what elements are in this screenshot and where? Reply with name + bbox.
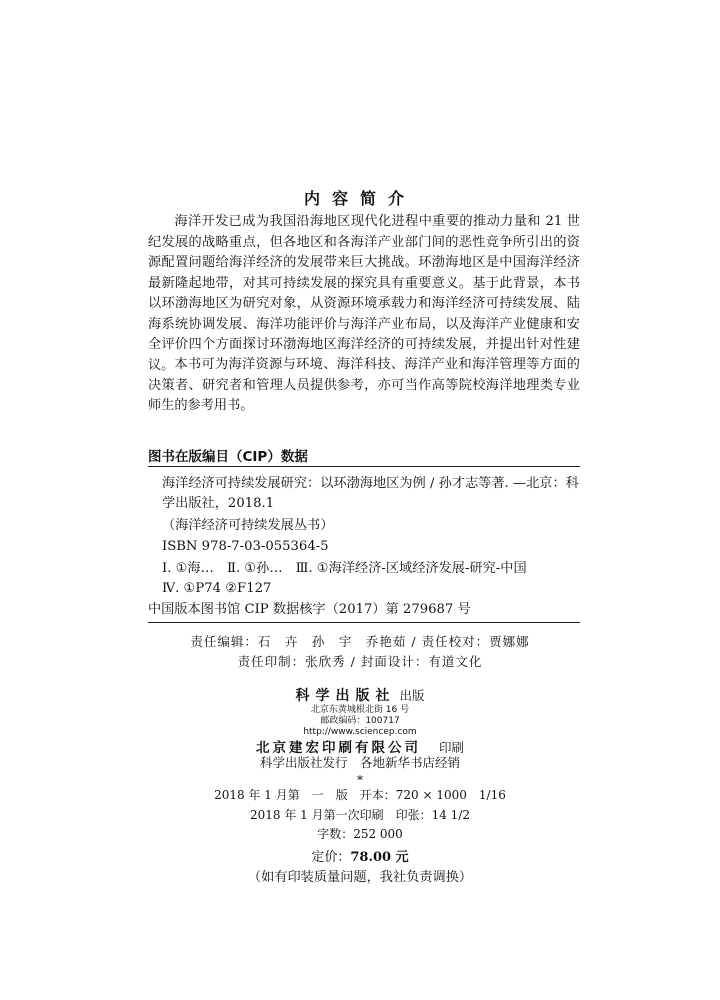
separator-star: *: [357, 773, 363, 787]
publisher-address: 北京东黄城根北街 16 号: [310, 705, 410, 715]
distribution-line: 科学出版社发行 各地新华书店经销: [259, 755, 460, 770]
printer-suffix: 印刷: [438, 740, 464, 755]
summary-paragraph-2: 本书可为海洋资源与环境、海洋科技、海洋产业和海洋管理等方面的决策者、研究者和管理人员提供参考，亦可当作高等院校海洋地理类专业师生的参考用书。: [148, 357, 580, 413]
summary-paragraph-1: 海洋开发已成为我国沿海地区现代化进程中重要的推动力量和 21 世纪发展的战略重点，但各地区和各海洋产业部门间的恶性竞争所引出的资源配置问题给海洋经济的发展带来巨大挑战。环渤海地区是中国海洋经济最新隆起地带，对其可持续发展的探究具有重要意义。基于此背景，本书以环渤海地区为研究对象，从资源环境承载力和海洋经济可持续发展、陆海系统协调发展、海洋功能评价与海洋产业布局，以及海洋产业健康和安全评价四个方面探讨环渤海地区海洋经济的可持续发展，并提出针对性建议。: [148, 214, 580, 373]
credits-line-1: 责任编辑：石 卉 孙 宇 乔艳茹 / 责任校对：贾娜娜: [190, 634, 530, 649]
edition-line-1: 2018 年 1 月第 一 版 开本：720 × 1000 1/16: [214, 788, 506, 802]
cip-heading: 图书在版编目（CIP）数据: [148, 449, 308, 465]
cip-class-line-1: Ⅰ. ①海… Ⅱ. ①孙… Ⅲ. ①海洋经济-区域经济发展-研究-中国: [162, 561, 527, 576]
divider-bottom: [148, 622, 580, 623]
price-line: [0, 846, 720, 865]
publisher-url: http://www.sciencep.com: [303, 727, 417, 737]
edition-line-2: 2018 年 1 月第一次印刷 印张：14 1/2: [249, 808, 470, 822]
publisher-block: [0, 685, 720, 705]
cip-number: 中国版本图书馆 CIP 数据核字（2017）第 279687 号: [148, 602, 471, 617]
printer-name: 北京建宏印刷有限公司: [255, 740, 421, 756]
divider-top: [148, 466, 580, 467]
publisher-name: 科学出版社: [295, 688, 396, 704]
publisher-postcode: 邮政编码：100717: [320, 716, 400, 726]
cip-title-line: 海洋经济可持续发展研究：以环渤海地区为例 / 孙才志等著. —北京：科学出版社，2018.1: [162, 476, 579, 511]
credits-line-2: 责任印制：张欣秀 / 封面设计：有道文化: [237, 654, 483, 669]
publisher-suffix: 出版: [399, 688, 425, 703]
quality-notice: （如有印装质量问题，我社负责调换）: [247, 870, 473, 885]
price-value: 78.00 元: [350, 850, 409, 865]
printer-block: [0, 736, 720, 756]
price-label: 定价：: [311, 850, 351, 865]
summary-title: 内容简介: [303, 189, 416, 208]
cip-series: （海洋经济可持续发展丛书）: [162, 518, 334, 533]
cip-isbn: ISBN 978-7-03-055364-5: [162, 539, 329, 554]
cip-class-line-2: Ⅳ. ①P74 ②F127: [162, 581, 272, 596]
word-count: 字数：252 000: [317, 827, 403, 841]
